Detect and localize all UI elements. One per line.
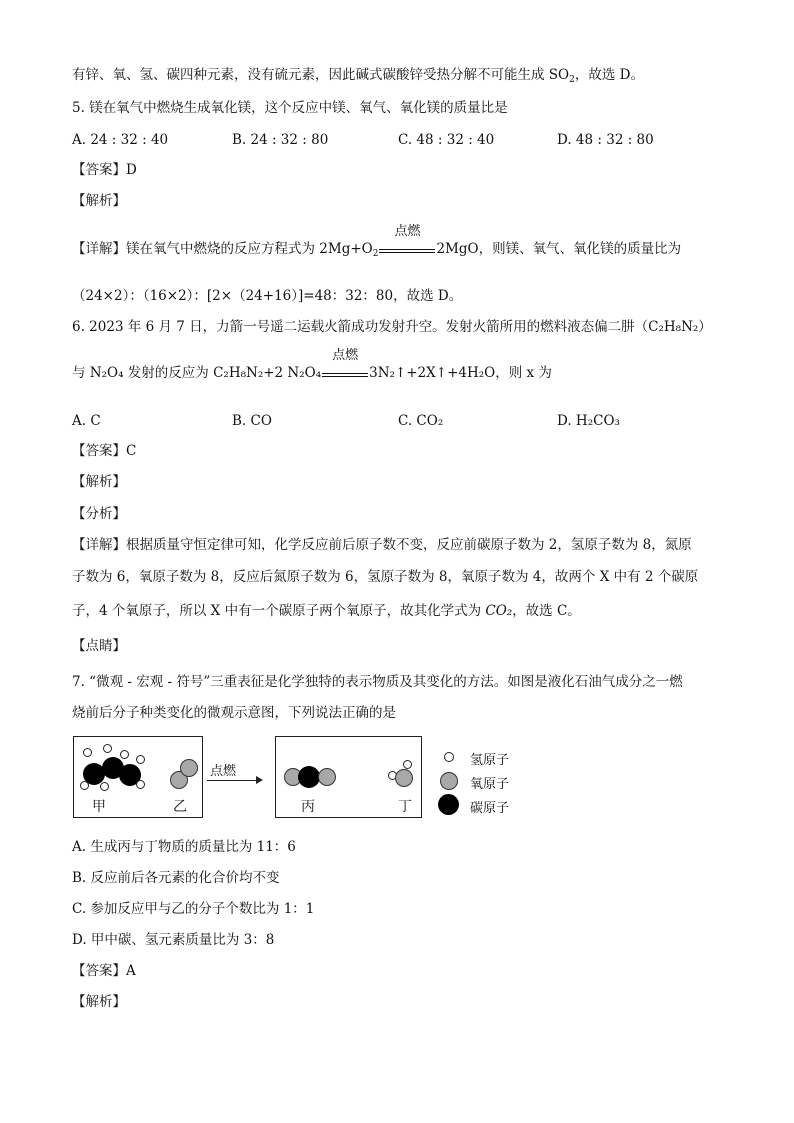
q7-option-b: B. 反应前后各元素的化合价均不变: [72, 870, 280, 886]
q6-option-c: C. CO₂: [398, 413, 444, 429]
q6-option-a: A. C: [72, 413, 101, 429]
oxygen-atom: [180, 759, 198, 777]
q7-option-d: D. 甲中碳、氢元素质量比为 3：8: [72, 932, 275, 948]
oxygen-atom: [395, 769, 413, 787]
arrow-head-icon: [256, 776, 263, 784]
reaction-arrow: [207, 780, 261, 781]
label-yi: 乙: [173, 799, 187, 815]
q7-answer: 【答案】A: [72, 963, 136, 979]
hydrogen-atom: [83, 748, 92, 757]
q5-stem: 5. 镁在氧气中燃烧生成氧化镁，这个反应中镁、氧气、氧化镁的质量比是: [72, 100, 508, 116]
q7-option-c: C. 参加反应甲与乙的分子个数比为 1：1: [72, 901, 315, 917]
q5-answer: 【答案】D: [72, 162, 137, 178]
label-ding: 丁: [398, 799, 412, 815]
hydrogen-atom: [103, 744, 112, 753]
label-jia: 甲: [92, 799, 106, 815]
hydrogen-atom: [120, 750, 129, 759]
q7-analysis-label: 【解析】: [72, 994, 126, 1010]
hydrogen-atom: [100, 782, 109, 791]
q6-analysis-label: 【解析】: [72, 474, 126, 490]
q4-conclusion: 有锌、氧、氢、碳四种元素，没有硫元素，因此碱式碳酸锌受热分解不可能生成 $SO_2$，故选 D。: [72, 67, 644, 85]
q6-detail-line3: 子，4 个氧原子，所以 X 中有一个碳原子两个氧原子，故其化学式为 CO₂，故选 C。: [72, 603, 581, 619]
q6-answer: 【答案】C: [72, 443, 137, 459]
q6-detail-line2: 子数为 6，氧原子数为 8，反应后氮原子数为 6，氢原子数为 8，氧原子数为 4，故两个 X 中有 2 个碳原: [72, 569, 699, 585]
q6-stem-line2: 与 N₂O₄ 发射的反应为 C₂H₈N₂+2 N₂O₄ 点燃 3N₂↑+2X↑+4H₂O，则 x 为: [72, 348, 552, 381]
q7-stem-line2: 烧前后分子种类变化的微观示意图，下列说法正确的是: [72, 705, 396, 721]
legend-oxygen-label: 氧原子: [470, 777, 510, 792]
hydrogen-atom: [403, 760, 412, 769]
q6-detail-line1: 【详解】根据质量守恒定律可知，化学反应前后原子数不变，反应前碳原子数为 2，氢原子数为 8，氮原: [72, 537, 692, 553]
legend-carbon-label: 碳原子: [470, 801, 510, 816]
q6-fenxi-label: 【分析】: [72, 506, 126, 522]
q6-stem-line1: 6. 2023 年 6 月 7 日，力箭一号遥二运载火箭成功发射升空。发射火箭所用的燃料液态偏二肼（C₂H₈N₂）: [72, 319, 712, 335]
q5-option-c: C. 48 : 32 : 40: [398, 132, 495, 148]
hydrogen-atom: [136, 755, 145, 764]
legend-oxygen-icon: [440, 772, 458, 790]
q5-detail: 【详解】镁在氧气中燃烧的反应方程式为 $2Mg+O_2$ 点燃 2MgO，则镁、氧气、氧化镁的质量比为: [72, 224, 682, 259]
hydrogen-atom: [80, 781, 89, 790]
legend-hydrogen-label: 氢原子: [470, 753, 510, 768]
diagram-after-box: [275, 736, 422, 818]
legend-hydrogen-icon: [444, 752, 454, 762]
hydrogen-atom: [136, 780, 145, 789]
q5-option-b: B. 24 : 32 : 80: [232, 132, 329, 148]
arrow-condition: 点燃: [210, 764, 237, 779]
q5-analysis-label: 【解析】: [72, 193, 126, 209]
q5-detail-calc: （24×2）：（16×2）：[2×（24+16）]=48：32：80，故选 D。: [72, 288, 463, 304]
legend-carbon-icon: [438, 794, 459, 815]
q6-dianjing-label: 【点睛】: [72, 638, 126, 654]
label-bing: 丙: [301, 799, 315, 815]
q6-option-d: D. H₂CO₃: [557, 413, 620, 429]
carbon-atom: [298, 766, 320, 788]
q7-option-a: A. 生成丙与丁物质的质量比为 11：6: [72, 839, 296, 855]
q6-option-b: B. CO: [232, 413, 272, 429]
q5-option-d: D. 48 : 32 : 80: [557, 132, 654, 148]
q5-option-a: A. 24 : 32 : 40: [72, 132, 169, 148]
reaction-condition-sign: 点燃: [379, 241, 435, 253]
q7-stem-line1: 7. “微观 - 宏观 - 符号”三重表征是化学独特的表示物质及其变化的方法。如图是液化石油气成分之一燃: [72, 674, 683, 690]
reaction-condition-sign: 点燃: [322, 365, 368, 377]
diagram-before-box: [73, 736, 203, 818]
oxygen-atom: [318, 768, 336, 786]
